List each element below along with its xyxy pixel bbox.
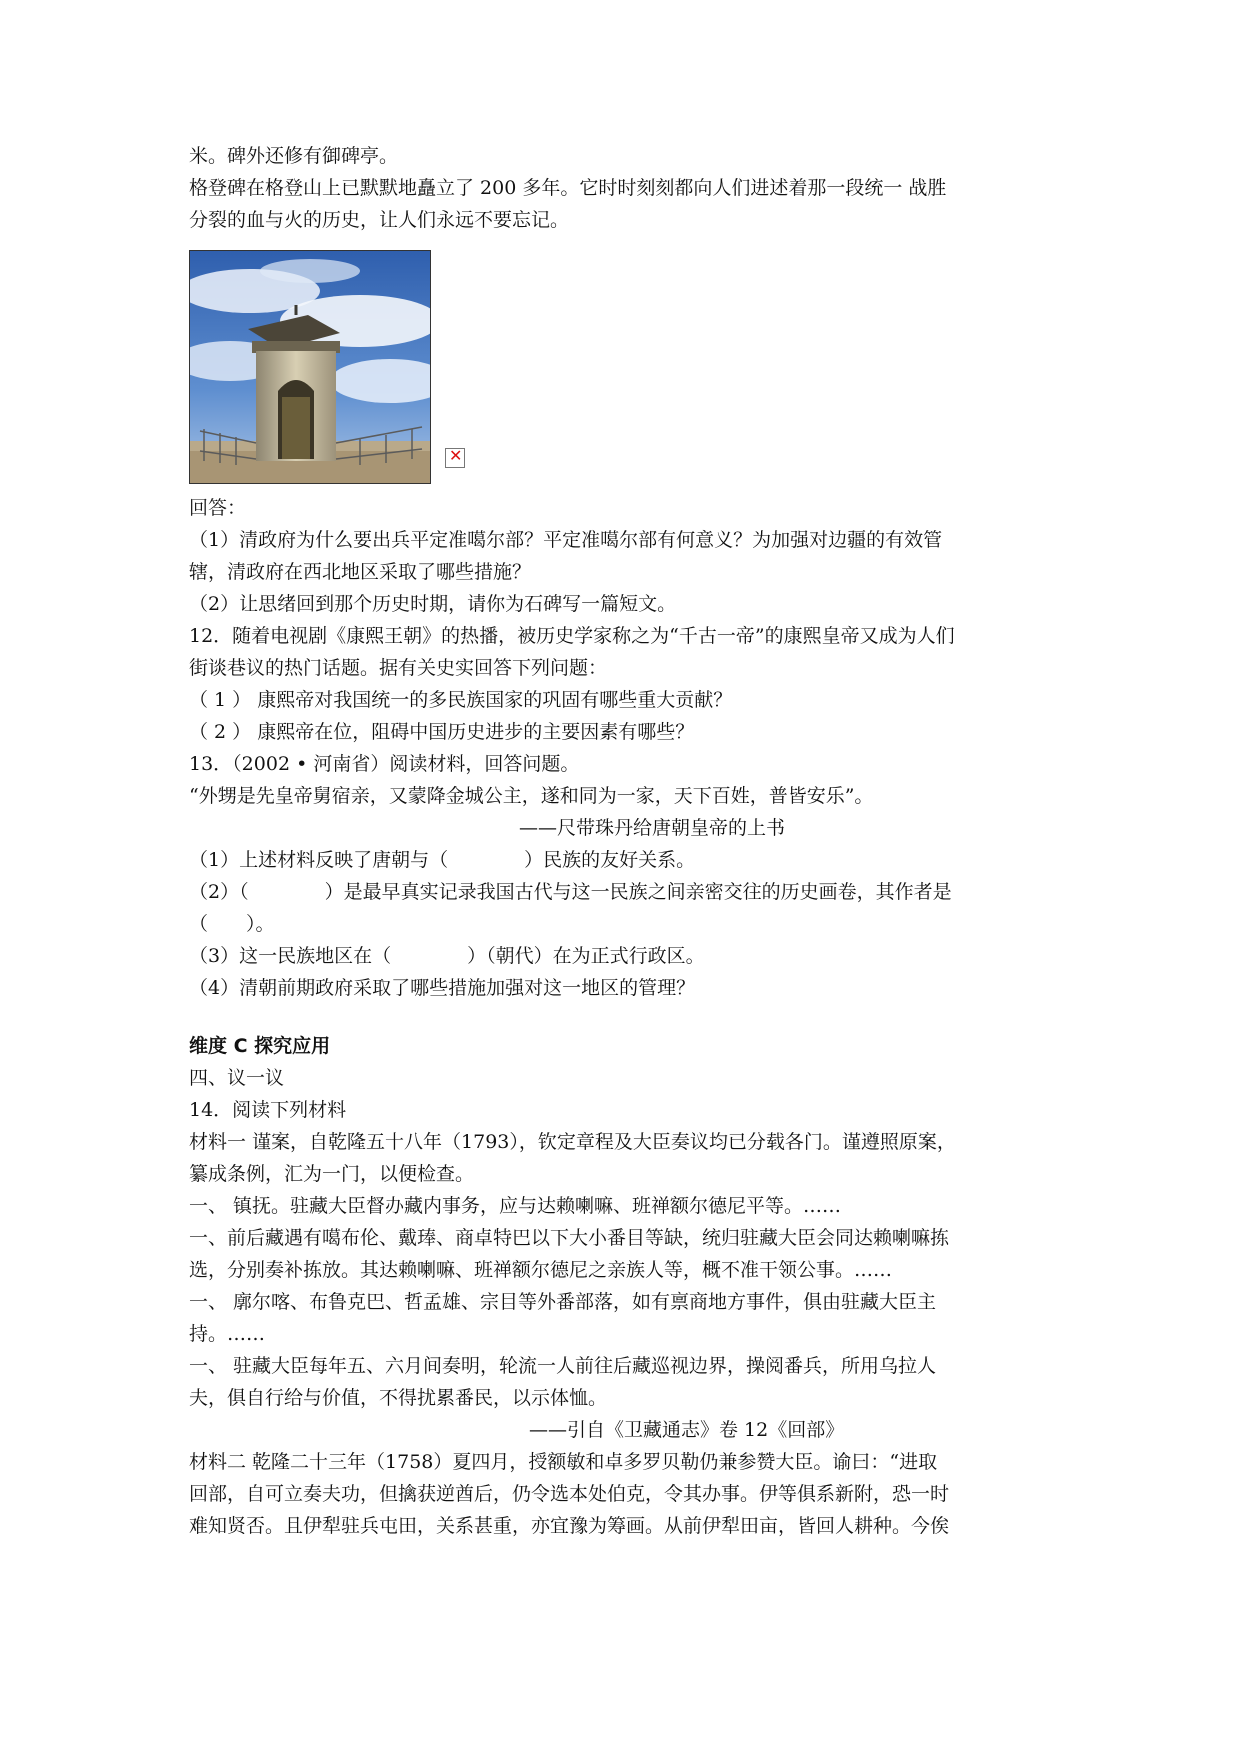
text-line: 一、 驻藏大臣每年五、六月间奏明，轮流一人前往后藏巡视边界，操阅番兵，所用乌拉人 xyxy=(189,1355,937,1377)
text-line: 回答： xyxy=(189,497,247,519)
text-line: 一、 廓尔喀、布鲁克巴、哲孟雄、宗目等外番部落，如有禀商地方事件，俱由驻藏大臣主 xyxy=(189,1291,937,1313)
spacer xyxy=(189,1004,1069,1030)
text-line: 格登碑在格登山上已默默地矗立了 200 多年。它时时刻刻都向人们进述着那一段统一 战胜 xyxy=(189,177,947,199)
text-line: （1）上述材料反映了唐朝与（ ）民族的友好关系。 xyxy=(189,849,696,871)
text-line: （ 1 ） 康熙帝对我国统一的多民族国家的巩固有哪些重大贡献？ xyxy=(189,689,733,711)
text-line: 一、前后藏遇有噶布伦、戴琫、商卓特巴以下大小番目等缺，统归驻藏大臣会同达赖喇嘛拣 xyxy=(189,1227,950,1249)
text-line: 纂成条例，汇为一门，以便检查。 xyxy=(189,1163,475,1185)
text-line: （3）这一民族地区在（ ）（朝代）在为正式行政区。 xyxy=(189,945,705,967)
text-line: 分裂的血与火的历史，让人们永远不要忘记。 xyxy=(189,209,570,231)
broken-image-icon xyxy=(445,448,465,468)
text-line: （4）清朝前期政府采取了哪些措施加强对这一地区的管理？ xyxy=(189,977,696,999)
text-line: 街谈巷议的热门话题。据有关史实回答下列问题： xyxy=(189,657,608,679)
text-line: 选，分别奏补拣放。其达赖喇嘛、班禅额尔德尼之亲族人等，概不准干领公事。…… xyxy=(189,1259,893,1281)
text-line: 一、 镇抚。驻藏大臣督办藏内事务，应与达赖喇嘛、班禅额尔德尼平等。…… xyxy=(189,1195,842,1217)
stele-pavilion-photo xyxy=(189,250,431,484)
text-line: 难知贤否。且伊犁驻兵屯田，关系甚重，亦宜豫为筹画。从前伊犁田亩，皆回人耕种。今俟 xyxy=(189,1515,950,1537)
text-line: （ 2 ） 康熙帝在位，阻碍中国历史进步的主要因素有哪些？ xyxy=(189,721,695,743)
figure xyxy=(189,250,1069,486)
text-line: 材料二 乾隆二十三年（1758）夏四月，授额敏和卓多罗贝勒仍兼参赞大臣。谕曰：“进取 xyxy=(189,1451,938,1473)
text-line: （2）（ ）是最早真实记录我国古代与这一民族之间亲密交往的历史画卷，其作者是 xyxy=(189,881,952,903)
text-line: 持。…… xyxy=(189,1323,266,1345)
document-page xyxy=(189,140,1069,1542)
text-line: 13．（2002 • 河南省）阅读材料，回答问题。 xyxy=(189,753,580,775)
text-line: 12．随着电视剧《康熙王朝》的热播，被历史学家称之为“千古一帝”的康熙皇帝又成为人们 xyxy=(189,625,955,647)
source-citation: ——尺带珠丹给唐朝皇帝的上书 xyxy=(519,817,786,839)
text-line: 14．阅读下列材料 xyxy=(189,1099,347,1121)
section-heading: 维度 C 探究应用 xyxy=(189,1035,331,1057)
text-line: 夫，俱自行给与价值，不得扰累番民，以示体恤。 xyxy=(189,1387,608,1409)
text-line: （2）让思绪回到那个历史时期，请你为石碑写一篇短文。 xyxy=(189,593,677,615)
text-line: 材料一 谨案，自乾隆五十八年（1793），钦定章程及大臣奏议均已分载各门。谨遵照原案， xyxy=(189,1131,956,1153)
text-line: 四、议一议 xyxy=(189,1067,285,1089)
close-icon: ✕ xyxy=(449,446,463,465)
text-line: 回部，自可立奏夫功，但擒获逆酋后，仍令选本处伯克，令其办事。伊等俱系新附，恐一时 xyxy=(189,1483,950,1505)
text-line: 辖，清政府在西北地区采取了哪些措施？ xyxy=(189,561,532,583)
text-line: 米。碑外还修有御碑亭。 xyxy=(189,145,399,167)
source-citation: ——引自《卫藏通志》卷 12《回部》 xyxy=(529,1419,845,1441)
text-line: （1）清政府为什么要出兵平定准噶尔部？平定准噶尔部有何意义？为加强对边疆的有效管 xyxy=(189,529,943,551)
text-line: “外甥是先皇帝舅宿亲，又蒙降金城公主，遂和同为一家，天下百姓，普皆安乐”。 xyxy=(189,785,874,807)
text-line: （ ）。 xyxy=(189,913,275,935)
